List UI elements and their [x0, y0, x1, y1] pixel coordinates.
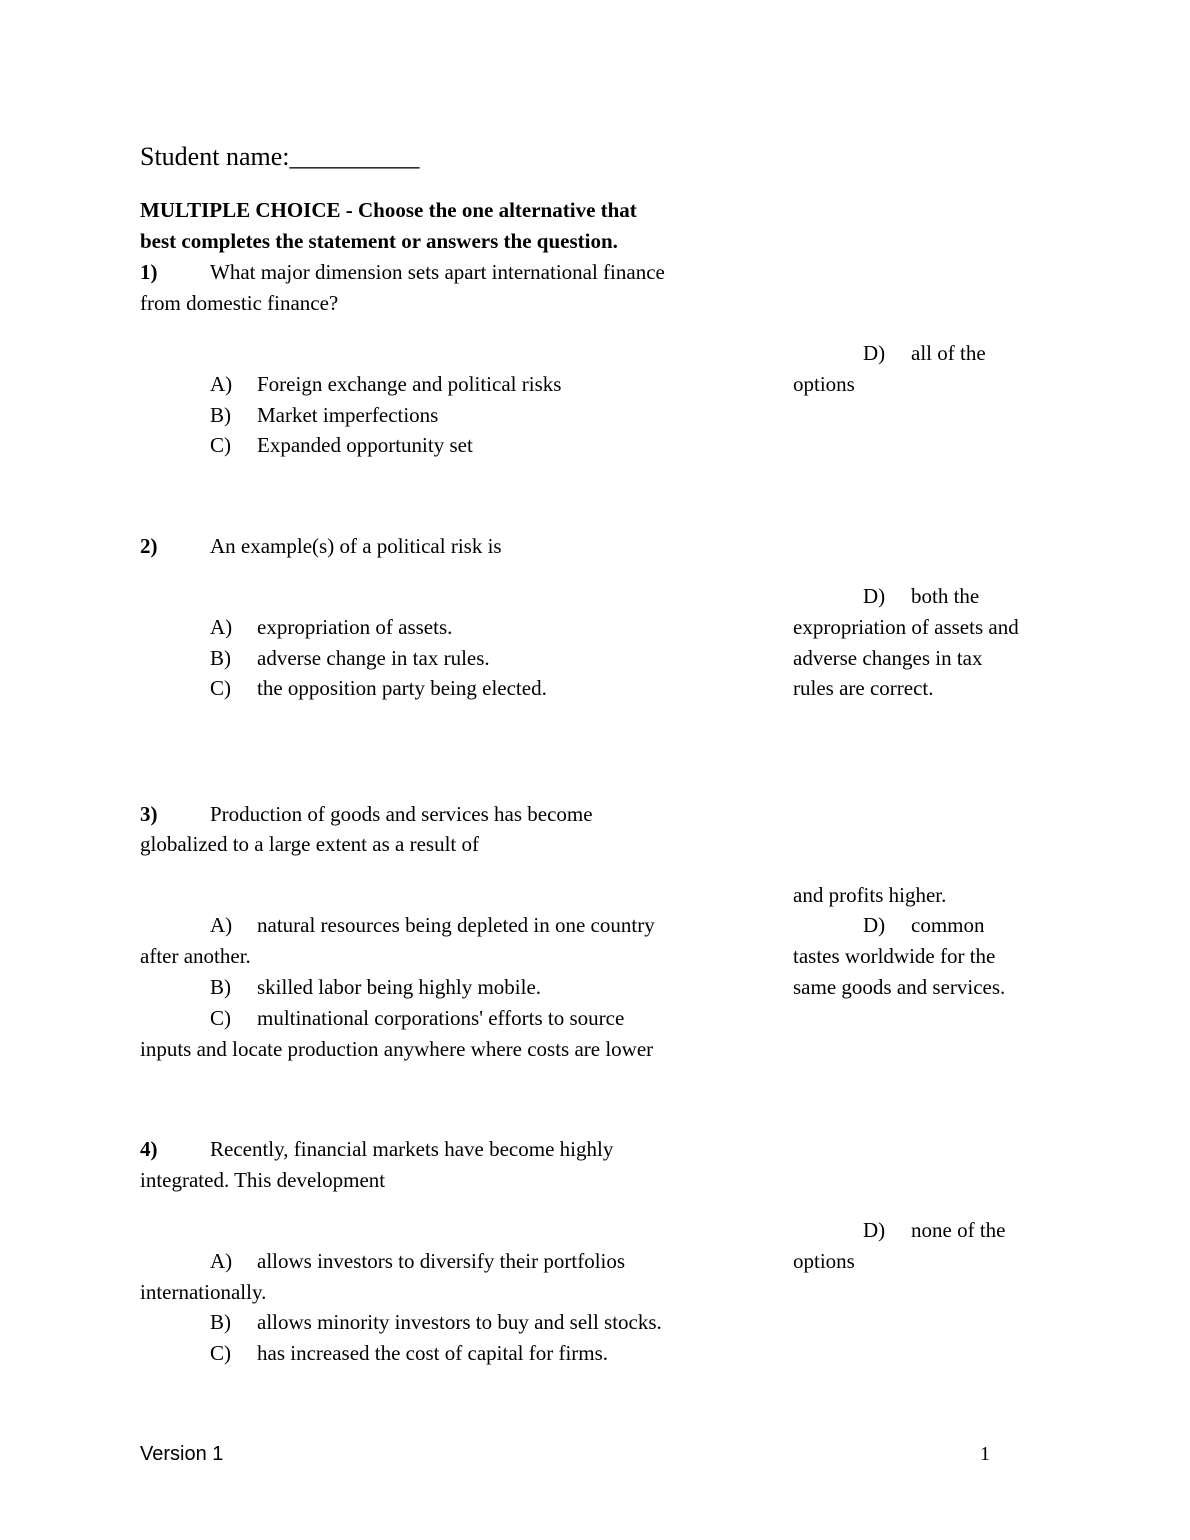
student-name-label: Student name:__________ — [140, 142, 420, 171]
option-label: A) — [210, 615, 233, 639]
question-stem: from domestic finance? — [140, 291, 339, 315]
option-text: and profits higher. — [793, 883, 947, 907]
option-text: common — [911, 913, 985, 937]
option-text: adverse changes in tax — [793, 646, 983, 670]
question-stem: An example(s) of a political risk is — [210, 534, 502, 558]
option-text: Foreign exchange and political risks — [257, 372, 562, 396]
option-label: C) — [210, 676, 231, 700]
option-text: Market imperfections — [257, 403, 439, 427]
question-stem: globalized to a large extent as a result of — [140, 832, 479, 856]
option-label: D) — [863, 1218, 886, 1242]
question-stem: What major dimension sets apart international finance — [210, 260, 665, 284]
option-text: none of the — [911, 1218, 1006, 1242]
option-text: same goods and services. — [793, 975, 1006, 999]
question-number: 2) — [140, 534, 158, 558]
question-number: 3) — [140, 802, 158, 826]
option-text: natural resources being depleted in one country — [257, 913, 655, 937]
option-text: has increased the cost of capital for firms. — [257, 1341, 609, 1365]
instructions-line-2: best completes the statement or answers the question. — [140, 229, 618, 253]
option-text: all of the — [911, 341, 986, 365]
option-label: A) — [210, 372, 233, 396]
option-label: B) — [210, 1310, 231, 1334]
option-text: expropriation of assets. — [257, 615, 453, 639]
option-label: B) — [210, 403, 231, 427]
option-label: B) — [210, 975, 231, 999]
page-number: 1 — [980, 1443, 990, 1465]
option-text: Expanded opportunity set — [257, 433, 473, 457]
question-stem: Recently, financial markets have become highly — [210, 1137, 614, 1161]
option-text: multinational corporations' efforts to source — [257, 1006, 625, 1030]
option-text: both the — [911, 584, 980, 608]
option-text: options — [793, 372, 855, 396]
option-text: adverse change in tax rules. — [257, 646, 490, 670]
option-text: internationally. — [140, 1280, 267, 1304]
option-text: tastes worldwide for the — [793, 944, 996, 968]
option-label: D) — [863, 341, 886, 365]
option-label: B) — [210, 646, 231, 670]
option-label: C) — [210, 1341, 231, 1365]
instructions-line-1: MULTIPLE CHOICE - Choose the one alternative that — [140, 198, 637, 222]
question-number: 4) — [140, 1137, 158, 1161]
option-text: options — [793, 1249, 855, 1273]
option-text: the opposition party being elected. — [257, 676, 547, 700]
option-label: C) — [210, 433, 231, 457]
question-number: 1) — [140, 260, 158, 284]
version-label: Version 1 — [140, 1443, 224, 1465]
option-text: allows minority investors to buy and sell stocks. — [257, 1310, 662, 1334]
option-text: expropriation of assets and — [793, 615, 1019, 639]
option-label: C) — [210, 1006, 231, 1030]
option-text: after another. — [140, 944, 251, 968]
option-label: D) — [863, 584, 886, 608]
option-text: inputs and locate production anywhere where costs are lower — [140, 1037, 654, 1061]
option-text: rules are correct. — [793, 676, 934, 700]
option-label: A) — [210, 913, 233, 937]
option-label: D) — [863, 913, 886, 937]
option-label: A) — [210, 1249, 233, 1273]
option-text: allows investors to diversify their portfolios — [257, 1249, 626, 1273]
question-stem: Production of goods and services has become — [210, 802, 593, 826]
question-stem: integrated. This development — [140, 1168, 386, 1192]
option-text: skilled labor being highly mobile. — [257, 975, 542, 999]
